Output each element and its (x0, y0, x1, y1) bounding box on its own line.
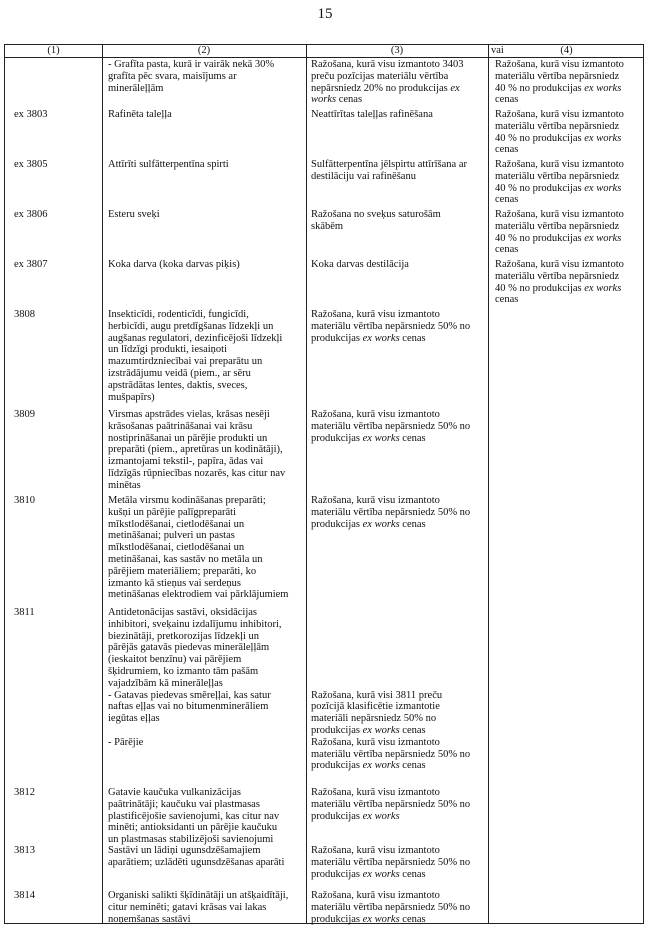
row-11-rule: Ražošana, kurā visu izmantoto materiālu vērtība nepārsniedz 50% no produkcijas ex works cenas (311, 845, 471, 880)
header-col-2: (2) (197, 45, 211, 56)
row-3-rule: Sulfātterpentīna jēlspirtu attīrīšana ar destilāciju vai rafinēšanu (311, 159, 467, 182)
header-col-3: (3) (390, 45, 404, 56)
rules-table (4, 44, 644, 924)
row-5-description: Koka darva (koka darvas piķis) (108, 259, 240, 270)
row-12-description: Organiski salikti šķīdinātāji un atšķaidītāji, citur neminēti; gatavi krāsas vai lakas noņemšanas sastāvi (108, 890, 289, 925)
row-5-rule: Koka darvas destilācija (311, 259, 409, 270)
row-7-code: 3809 (14, 409, 35, 420)
row-10-rule: Ražošana, kurā visu izmantoto materiālu vērtība nepārsniedz 50% no produkcijas ex works (311, 787, 471, 822)
row-4-rule: Ražošana no sveķus saturošām skābēm (311, 209, 441, 232)
row-4-code: ex 3806 (14, 209, 48, 220)
row-3-code: ex 3805 (14, 159, 48, 170)
header-divider (5, 57, 643, 58)
row-5-alternative-rule: Ražošana, kurā visu izmantoto materiālu vērtība nepārsniedz 40 % no produkcijas ex works cenas (495, 259, 624, 306)
row-1-description: - Grafīta pasta, kurā ir vairāk nekā 30% grafīta pēc svara, maisījums ar minerāleļļām (108, 59, 275, 94)
row-7-description: Virsmas apstrādes vielas, krāsas nesēji krāsošanas paātrināšanai vai krāsu nostiprināšanai un pārējie produkti un preparāti (piem., apretūras un kodinātāji), izmantojami tekstil-, papīra, ādas vai līdzīgās rūpniecības nozarēs, kas citur nav minētas (108, 409, 286, 491)
header-col-4: (4) (560, 45, 573, 56)
row-8-description: Metāla virsmu kodināšanas preparāti; kušņi un pārējie palīgpreparāti mīkstlodēšanai, cietlodēšanai un metināšanai; pulveri un pastas mīkstlodēšanai, cietlodēšanai un metināšanai, kas sastāv no metāla un pārējiem materiāliem; preparāti, ko izmanto kā stieņus vai serdeņus metināšanas elektrodiem vai pārklājumiem (108, 495, 289, 601)
row-4-description: Esteru sveķi (108, 209, 160, 220)
row-1-rule: Ražošana, kurā visu izmantoto 3403 preču pozīcijas materiālu vērtība nepārsniedz 20% no produkcijas ex works cenas (311, 59, 464, 106)
row-2-rule: Neattīrītas taleļļas rafinēšana (311, 109, 433, 120)
row-8-code: 3810 (14, 495, 35, 506)
header-col-1: (1) (47, 45, 60, 56)
row-9-code: 3811 (14, 607, 35, 618)
row-10-code: 3812 (14, 787, 35, 798)
row-2-description: Rafinēta taleļļa (108, 109, 172, 120)
row-4-alternative-rule: Ražošana, kurā visu izmantoto materiālu vērtība nepārsniedz 40 % no produkcijas ex works cenas (495, 209, 624, 256)
row-3-alternative-rule: Ražošana, kurā visu izmantoto materiālu vērtība nepārsniedz 40 % no produkcijas ex works cenas (495, 159, 624, 206)
row-11-code: 3813 (14, 845, 35, 856)
row-5-code: ex 3807 (14, 259, 48, 270)
row-6-description: Insekticīdi, rodenticīdi, fungicīdi, herbicīdi, augu pretdīgšanas līdzekļi un augšanas regulatori, dezinficējoši līdzekļi un līdzīgi produkti, iesaiņoti mazumtirdzniecībai vai preparātu un izstrādājumu veidā (piem., ar sēru apstrādātas lentes, daktis, sveces, mušpapīrs) (108, 309, 283, 403)
row-1-alternative-rule: Ražošana, kurā visu izmantoto materiālu vērtība nepārsniedz 40 % no produkcijas ex works cenas (495, 59, 624, 106)
row-9-description: Antidetonācijas sastāvi, oksidācijas inhibitori, sveķainu izdalījumu inhibitori, biezinātāji, pretkorozijas līdzekļi un pārējās gatavās piedevas minerāleļļām (ieskaitot benzīnu) vai pārējiem šķidrumiem, ko izmanto tām pašām vajadzībām kā minerāleļļas - Gatavas piedevas smēreļļai, kas satur naftas eļļas vai no bitumenminerāliem iegūtas eļļas - Pārējie (108, 607, 282, 748)
row-12-code: 3814 (14, 890, 35, 901)
row-6-code: 3808 (14, 309, 35, 320)
row-2-code: ex 3803 (14, 109, 48, 120)
row-8-rule: Ražošana, kurā visu izmantoto materiālu vērtība nepārsniedz 50% no produkcijas ex works cenas (311, 495, 471, 530)
column-divider (102, 45, 103, 923)
header-vai: vai (491, 45, 504, 56)
row-11-description: Sastāvi un lādiņi ugunsdzēšamajiem aparātiem; uzlādēti ugunsdzēšanas aparāti (108, 845, 285, 868)
row-9-rule: Ražošana, kurā visi 3811 preču pozīcijā klasificētie izmantotie materiāli nepārsniedz 50% no produkcijas ex works cenas Ražošana, kurā visu izmantoto materiālu vērtība nepārsniedz 50% no produkcijas ex works cenas (311, 689, 471, 772)
row-3-description: Attīrīti sulfātterpentīna spirti (108, 159, 229, 170)
row-12-rule: Ražošana, kurā visu izmantoto materiālu vērtība nepārsniedz 50% no produkcijas ex works cenas (311, 890, 471, 925)
row-2-alternative-rule: Ražošana, kurā visu izmantoto materiālu vērtība nepārsniedz 40 % no produkcijas ex works cenas (495, 109, 624, 156)
row-10-description: Gatavie kaučuka vulkanizācijas paātrinātāji; kaučuku vai plastmasas plastificējošie savienojumi, kas citur nav minēti; antioksidanti un pārējie kaučuku un plastmasas stabilizējoši savienojumi (108, 787, 280, 846)
page-number: 15 (317, 6, 333, 22)
row-6-rule: Ražošana, kurā visu izmantoto materiālu vērtība nepārsniedz 50% no produkcijas ex works cenas (311, 309, 471, 344)
row-7-rule: Ražošana, kurā visu izmantoto materiālu vērtība nepārsniedz 50% no produkcijas ex works cenas (311, 409, 471, 444)
column-divider (488, 45, 489, 923)
column-divider (306, 45, 307, 923)
